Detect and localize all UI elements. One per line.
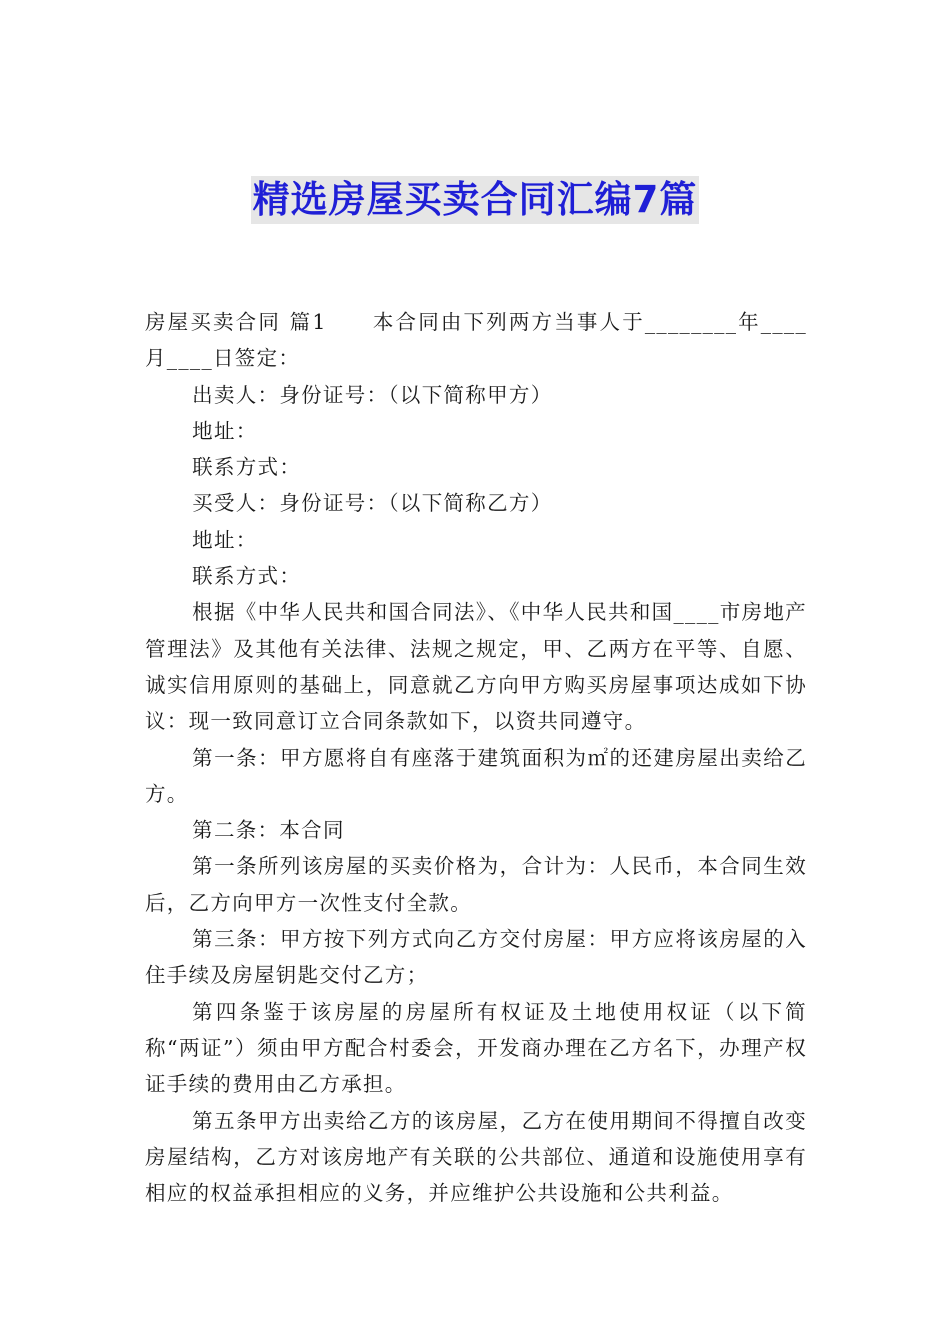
paragraph-buyer-address: 地址： (192, 527, 258, 552)
paragraph-seller-contact: 联系方式： (192, 455, 302, 480)
paragraph-article-5: 第五条甲方出卖给乙方的该房屋，乙方在使用期间不得擅自改变房屋结构，乙方对该房地产有关联的公共部位、通道和设施使用享有相应的权益承担相应的义务，并应维护公共设施和公共利益。 (145, 1108, 807, 1206)
document-title: 精选房屋买卖合同汇编7篇 (251, 176, 700, 224)
paragraph-buyer: 买受人：身份证号：（以下简称乙方） (192, 491, 553, 516)
paragraph-article-2: 第二条：本合同 (192, 818, 345, 843)
document-body (145, 304, 807, 1211)
paragraph-seller-address: 地址： (192, 418, 258, 443)
paragraph-buyer-contact: 联系方式： (192, 564, 302, 589)
title-container (0, 176, 950, 224)
paragraph-article-3: 第三条：甲方按下列方式向乙方交付房屋：甲方应将该房屋的入住手续及房屋钥匙交付乙方； (145, 927, 807, 988)
paragraph-legal-basis: 根据《中华人民共和国合同法》、《中华人民共和国____市房地产管理法》及其他有关法律、法规之规定，甲、乙两方在平等、自愿、诚实信用原则的基础上，同意就乙方向甲方购买房屋事项达成如下协议：现一致同意订立合同条款如下，以资共同遵守。 (145, 600, 807, 734)
paragraph-article-1: 第一条：甲方愿将自有座落于建筑面积为㎡的还建房屋出卖给乙方。 (145, 745, 807, 806)
paragraph-intro: 房屋买卖合同 篇1 本合同由下列两方当事人于________年____月____日签定： (145, 310, 807, 371)
paragraph-article-4: 第四条鉴于该房屋的房屋所有权证及土地使用权证（以下简称“两证”）须由甲方配合村委会，开发商办理在乙方名下，办理产权证手续的费用由乙方承担。 (145, 999, 807, 1097)
paragraph-price: 第一条所列该房屋的买卖价格为，合计为：人民币，本合同生效后，乙方向甲方一次性支付全款。 (145, 854, 807, 915)
paragraph-seller: 出卖人：身份证号：（以下简称甲方） (192, 382, 553, 407)
